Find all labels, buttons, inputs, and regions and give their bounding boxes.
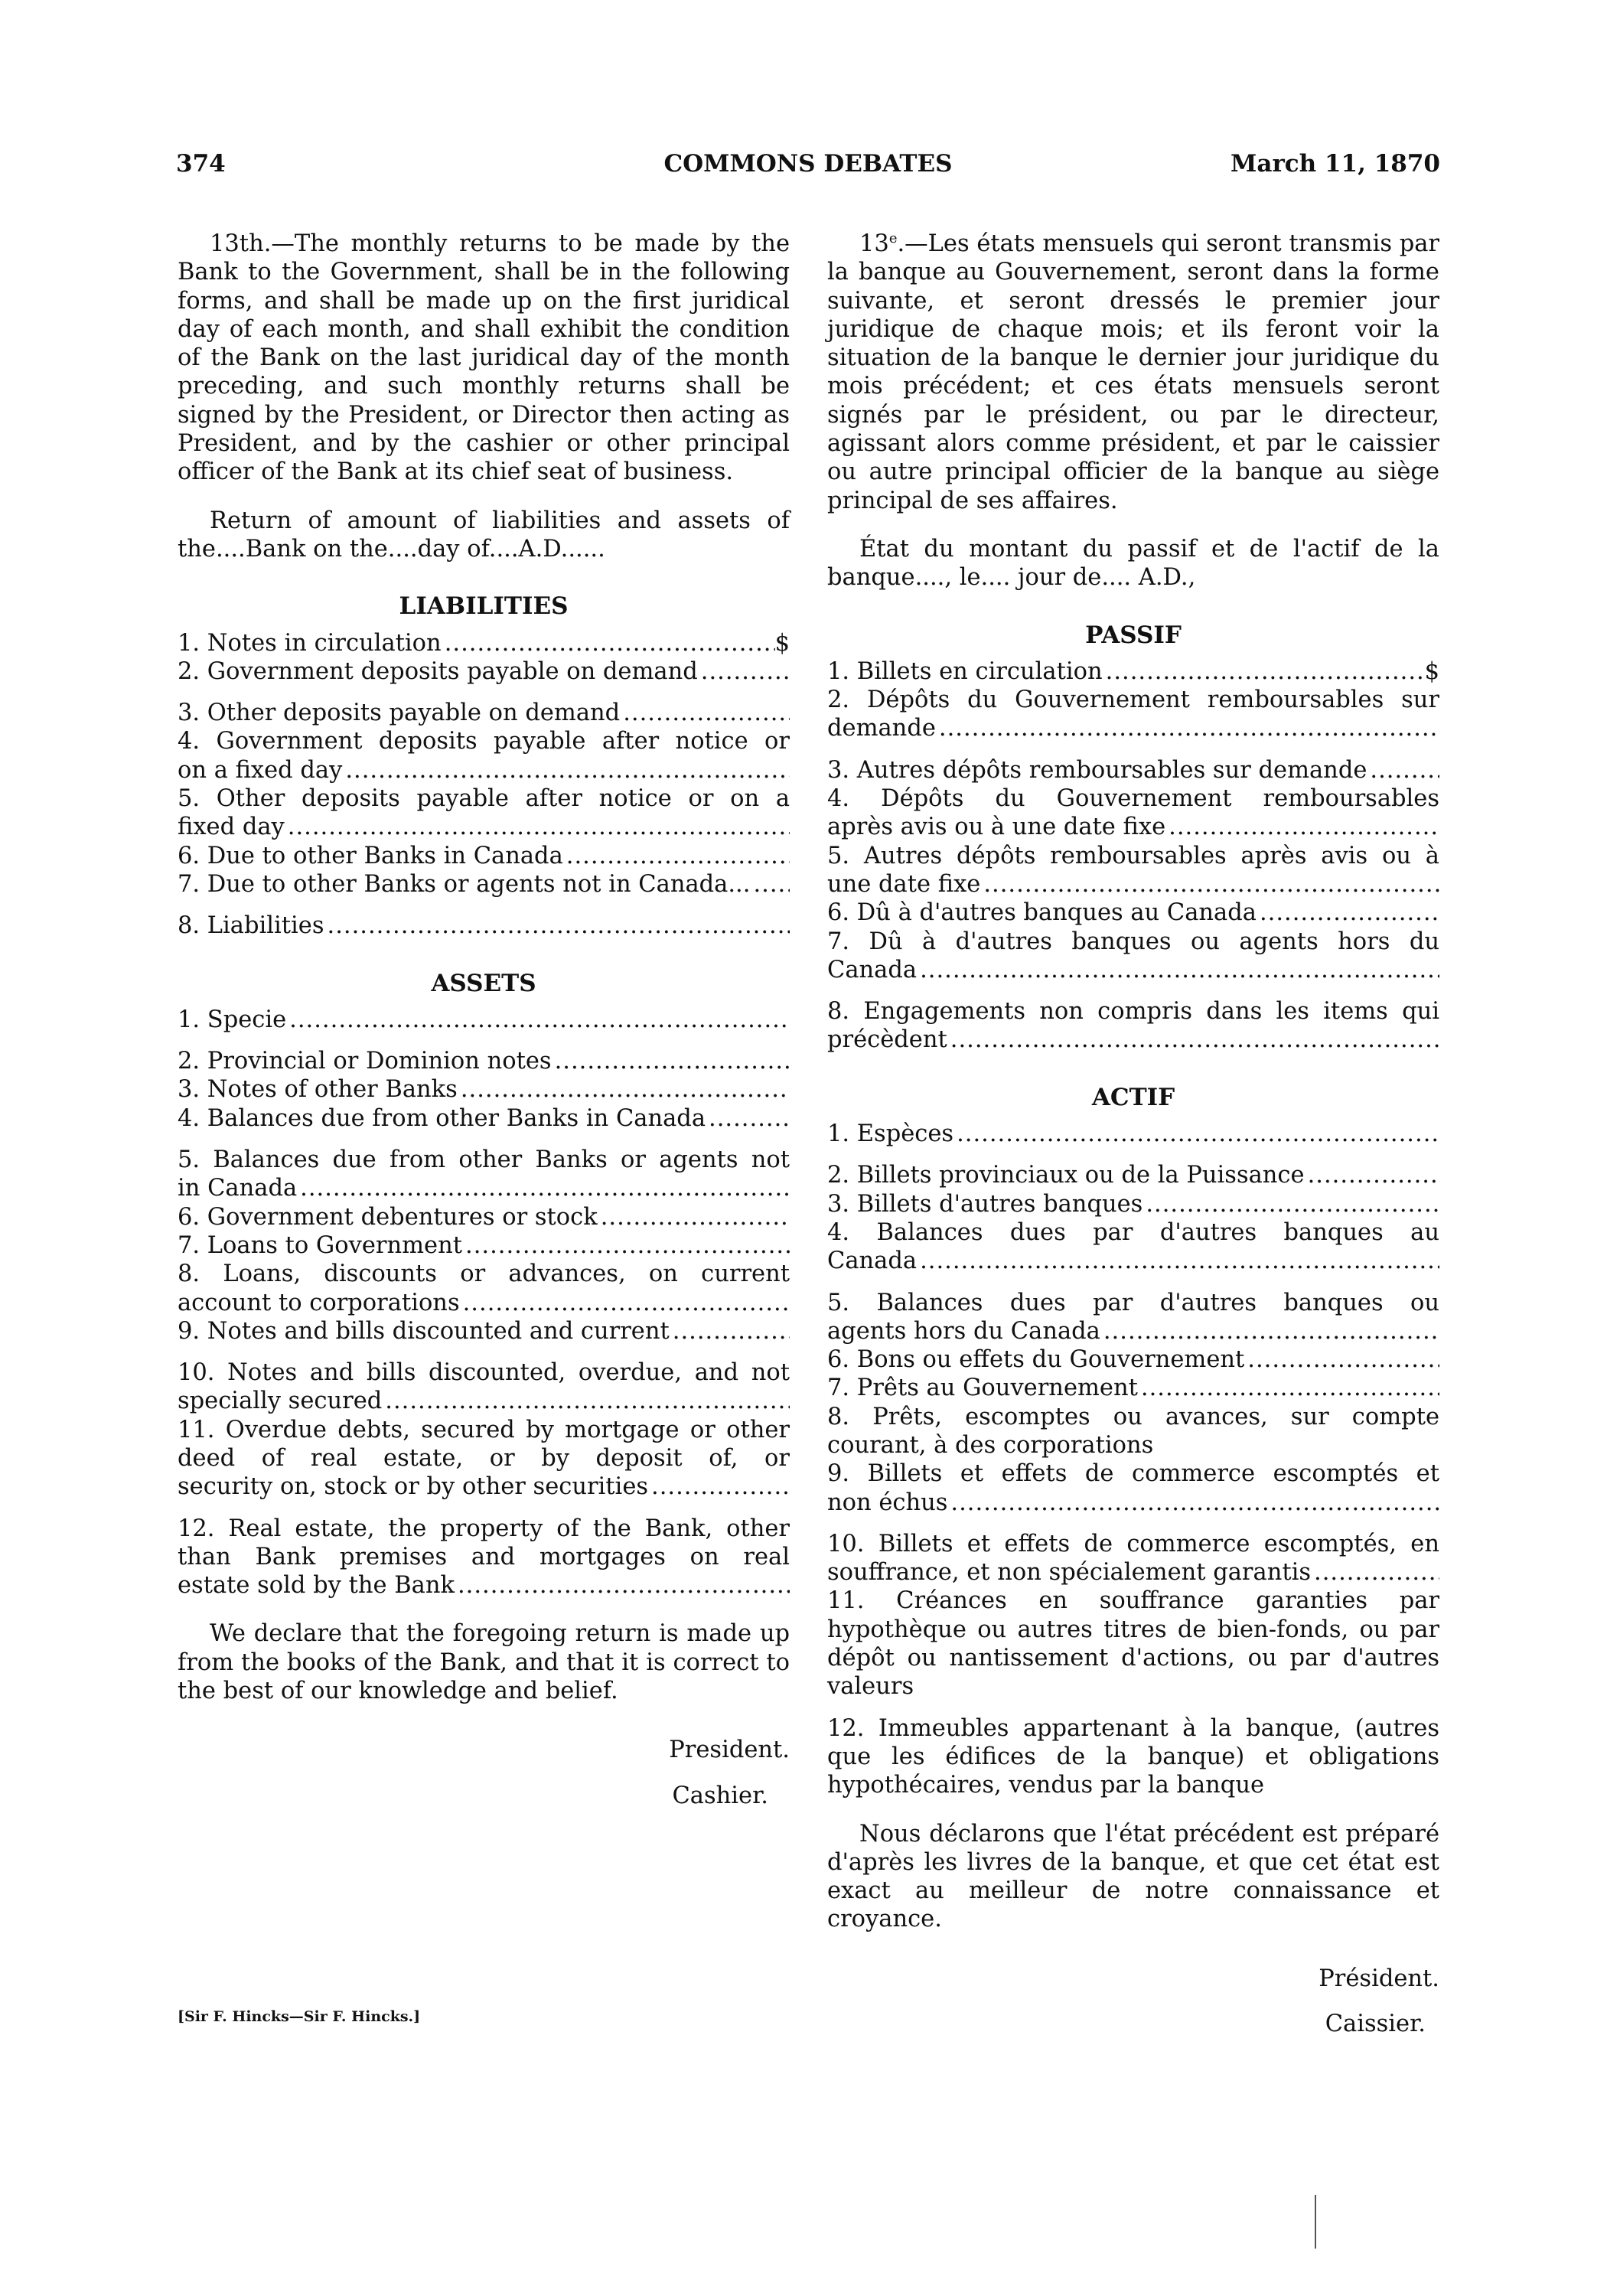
dot-leader: [753, 870, 790, 899]
item-text: 2. Government deposits payable on demand: [178, 657, 698, 685]
dot-leader: [300, 1174, 790, 1202]
list-item: [827, 842, 1439, 899]
dot-leader: [566, 842, 790, 870]
item-text: 1. Billets en circulation: [827, 657, 1103, 685]
list-item: [827, 686, 1439, 743]
list-item: [827, 784, 1439, 842]
list-item: [827, 1587, 1439, 1701]
dot-leader: [463, 1289, 790, 1317]
dot-leader: [651, 1473, 790, 1501]
speaker-footnote: [Sir F. Hincks—Sir F. Hincks.]: [178, 2008, 421, 2025]
passif-heading: PASSIF: [1085, 621, 1182, 649]
list-item: [178, 870, 790, 899]
item-first-line: 8. Loans, discounts or advances, on current: [178, 1261, 790, 1288]
item-continuation: Canada: [827, 956, 918, 983]
item-text: 6. Dû à d'autres banques au Canada: [827, 899, 1257, 927]
dot-leader: [1169, 813, 1439, 841]
english-intro: 13th.—The monthly returns to be made by the Bank to the Government, shall be in the following forms, and shall be made up on the first juridical day of each month, and shall exhibit the condition of the Bank on the last juridical day of the month preceding, and such monthly returns shall be signed by the President, or Director then acting as President, and by the cashier or other principal officer of the Bank at its chief seat of business.: [178, 230, 790, 486]
item-first-line: 5. Autres dépôts remboursables après avis ou à: [827, 842, 1439, 869]
list-item: [827, 1190, 1439, 1218]
list-item: [178, 1104, 790, 1133]
list-item: [178, 1146, 790, 1203]
french-cashier-signature: Caissier.: [1325, 2011, 1426, 2038]
dot-leader: [1146, 1190, 1439, 1218]
item-continuation: Canada: [827, 1247, 918, 1275]
list-item: [178, 1075, 790, 1104]
dot-leader: [950, 1026, 1439, 1054]
dot-leader: [950, 1489, 1439, 1517]
list-item: [178, 1047, 790, 1075]
list-item: [827, 1120, 1439, 1148]
dot-leader: [673, 1317, 790, 1345]
list-item: [827, 1289, 1439, 1346]
item-text: 9. Notes and bills discounted and current: [178, 1317, 670, 1345]
french-liabilities-list: [827, 657, 1439, 1055]
english-return-title: Return of amount of liabilities and assets of the....Bank on the....day of....A.D......: [178, 507, 790, 563]
item-first-line: 10. Billets et effets de commerce escomptés, en: [827, 1530, 1439, 1557]
item-text: 7. Due to other Banks or agents not in Canada...: [178, 870, 751, 898]
list-item: [178, 1203, 790, 1231]
dot-leader: [445, 629, 775, 657]
dot-leader: [1106, 657, 1425, 686]
currency-symbol: $: [774, 629, 790, 657]
dot-leader: [385, 1387, 790, 1415]
liabilities-heading: LIABILITIES: [399, 592, 569, 621]
dot-leader: [701, 657, 790, 686]
page-header: [176, 150, 1440, 181]
actif-heading: ACTIF: [1091, 1083, 1175, 1111]
item-continuation: précèdent: [827, 1026, 947, 1054]
item-continuation: estate sold by the Bank: [178, 1572, 455, 1600]
item-continuation: demande: [827, 715, 936, 742]
item-text: 12. Immeubles appartenant à la banque, (autres que les édifices de la banque) et obligations hypothécaires, vendus par la banque: [827, 1714, 1439, 1799]
item-first-line: 10. Notes and bills discounted, overdue, and not: [178, 1359, 790, 1387]
item-text: 4. Balances due from other Banks in Canada: [178, 1104, 706, 1132]
item-text: 6. Bons ou effets du Gouvernement: [827, 1346, 1245, 1374]
list-item: [827, 1161, 1439, 1189]
item-continuation: souffrance, et non spécialement garantis: [827, 1559, 1311, 1587]
item-text: 8. Liabilities: [178, 912, 324, 940]
item-text: 3. Notes of other Banks: [178, 1076, 458, 1104]
dot-leader: [465, 1231, 790, 1260]
english-president-signature: President.: [669, 1737, 790, 1764]
item-text: 3. Billets d'autres banques: [827, 1190, 1143, 1218]
item-first-line: 11. Overdue debts, secured by mortgage or other deed of real estate, or by deposit of, or: [178, 1416, 790, 1472]
french-president-signature: Président.: [1319, 1965, 1439, 1992]
page-date: March 11, 1870: [1231, 150, 1440, 178]
dot-leader: [1370, 756, 1439, 784]
item-first-line: 12. Real estate, the property of the Bank, other than Bank premises and mortgages on real: [178, 1515, 790, 1570]
item-continuation: après avis ou à une date fixe: [827, 814, 1166, 841]
english-assets-list: [178, 1006, 790, 1600]
dot-leader: [289, 1006, 790, 1034]
item-continuation: une date fixe: [827, 870, 981, 898]
item-text: 7. Prêts au Gouvernement: [827, 1375, 1138, 1402]
item-first-line: 8. Engagements non compris dans les items qui: [827, 998, 1439, 1026]
item-first-line: 9. Billets et effets de commerce escomptés et: [827, 1460, 1439, 1488]
dot-leader: [920, 1247, 1439, 1275]
item-text: 3. Autres dépôts remboursables sur demande: [827, 756, 1367, 784]
item-first-line: 4. Government deposits payable after notice or: [178, 728, 790, 755]
list-item: [178, 1515, 790, 1600]
dot-leader: [920, 956, 1439, 984]
dot-leader: [1247, 1345, 1439, 1374]
item-text: 6. Government debentures or stock: [178, 1203, 598, 1231]
item-text: 7. Loans to Government: [178, 1231, 463, 1259]
dot-leader: [1141, 1374, 1439, 1402]
list-item: [827, 657, 1439, 686]
list-item: [827, 899, 1439, 927]
french-column: [827, 230, 1439, 2038]
dot-leader: [288, 813, 790, 841]
item-text: 8. Prêts, escomptes ou avances, sur compte courant, à des corporations: [827, 1403, 1439, 1459]
item-first-line: 4. Dépôts du Gouvernement remboursables: [827, 785, 1439, 813]
item-first-line: 4. Balances dues par d'autres banques au: [827, 1218, 1439, 1246]
item-text: 6. Due to other Banks in Canada: [178, 842, 563, 869]
list-item: [827, 1218, 1439, 1276]
item-continuation: specially secured: [178, 1388, 383, 1415]
french-declaration: Nous déclarons que l'état précédent est préparé d'après les livres de la banque, et que cet état est exact au meilleur de notre connaissance et croyance.: [827, 1820, 1439, 1933]
item-continuation: agents hors du Canada: [827, 1317, 1100, 1345]
list-item: [827, 756, 1439, 784]
item-first-line: 5. Balances due from other Banks or agents not: [178, 1146, 790, 1174]
item-first-line: 2. Dépôts du Gouvernement remboursables sur: [827, 687, 1439, 714]
item-first-line: 7. Dû à d'autres banques ou agents hors du: [827, 928, 1439, 955]
dot-leader: [601, 1203, 790, 1231]
dot-leader: [1260, 899, 1439, 927]
item-text: 2. Billets provinciaux ou de la Puissance: [827, 1162, 1305, 1189]
dot-leader: [461, 1075, 790, 1104]
list-item: [827, 1459, 1439, 1517]
list-item: [178, 657, 790, 686]
list-item: [178, 1231, 790, 1260]
dot-leader: [458, 1571, 790, 1600]
list-item: [178, 784, 790, 842]
list-item: [178, 1416, 790, 1502]
dot-leader: [983, 870, 1439, 899]
list-item: [827, 1345, 1439, 1374]
french-intro: 13e.—Les états mensuels qui seront transmis par la banque au Gouvernement, seront dans la forme suivante, et seront dressés le premier jour juridique de chaque mois; et ils feront voir la situation de la banque le dernier jour juridique du mois précédent; et ces états mensuels seront signés par le président, ou par le directeur, agissant alors comme président, et par le caissier ou autre principal officier de la banque au siège principal de ses affaires.: [827, 230, 1439, 514]
list-item: [178, 1260, 790, 1317]
list-item: [178, 912, 790, 940]
item-continuation: in Canada: [178, 1175, 298, 1202]
english-cashier-signature: Cashier.: [672, 1782, 768, 1809]
item-text: 2. Provincial or Dominion notes: [178, 1048, 552, 1075]
english-liabilities-list: [178, 629, 790, 941]
list-item: [827, 997, 1439, 1055]
dot-leader: [709, 1104, 790, 1133]
item-continuation: security on, stock or by other securities: [178, 1473, 649, 1501]
dot-leader: [328, 912, 790, 940]
publication-title: COMMONS DEBATES: [663, 150, 953, 178]
french-return-title: État du montant du passif et de l'actif de la banque...., le.... jour de.... A.D.,: [827, 535, 1439, 592]
list-item: [178, 727, 790, 784]
item-continuation: fixed day: [178, 814, 285, 841]
list-item: [178, 842, 790, 870]
item-first-line: 5. Other deposits payable after notice or on a: [178, 785, 790, 813]
dot-leader: [957, 1120, 1439, 1148]
item-continuation: non échus: [827, 1489, 948, 1516]
list-item: [827, 1714, 1439, 1800]
list-item: [827, 1403, 1439, 1460]
page-number: 374: [176, 150, 226, 178]
english-declaration: We declare that the foregoing return is made up from the books of the Bank, and that it is correct to the best of our knowledge and belief.: [178, 1620, 790, 1705]
item-text: 1. Notes in circulation: [178, 629, 442, 657]
list-item: [827, 928, 1439, 985]
item-continuation: account to corporations: [178, 1289, 460, 1316]
english-column: [178, 230, 790, 1810]
dot-leader: [1103, 1317, 1439, 1345]
list-item: [178, 1358, 790, 1416]
item-first-line: 5. Balances dues par d'autres banques ou: [827, 1289, 1439, 1316]
dot-leader: [345, 756, 790, 784]
french-assets-list: [827, 1120, 1439, 1800]
dot-leader: [1314, 1558, 1439, 1587]
item-text: 11. Créances en souffrance garanties par hypothèque ou autres titres de bien-fonds, ou par dépôt ou nantissement d'actions, ou par d'autres valeurs: [827, 1587, 1439, 1701]
dot-leader: [1308, 1161, 1439, 1189]
item-text: 1. Espèces: [827, 1120, 954, 1148]
currency-symbol: $: [1424, 657, 1439, 685]
list-item: [178, 699, 790, 727]
list-item: [178, 1006, 790, 1034]
item-continuation: on a fixed day: [178, 756, 343, 784]
list-item: [178, 629, 790, 657]
margin-mark: [1315, 2195, 1316, 2249]
list-item: [827, 1530, 1439, 1587]
dot-leader: [623, 699, 790, 727]
list-item: [827, 1374, 1439, 1402]
dot-leader: [555, 1047, 790, 1075]
dot-leader: [939, 714, 1439, 742]
item-text: 3. Other deposits payable on demand: [178, 700, 621, 727]
item-text: 1. Specie: [178, 1006, 287, 1033]
assets-heading: ASSETS: [431, 969, 536, 997]
list-item: [178, 1317, 790, 1345]
